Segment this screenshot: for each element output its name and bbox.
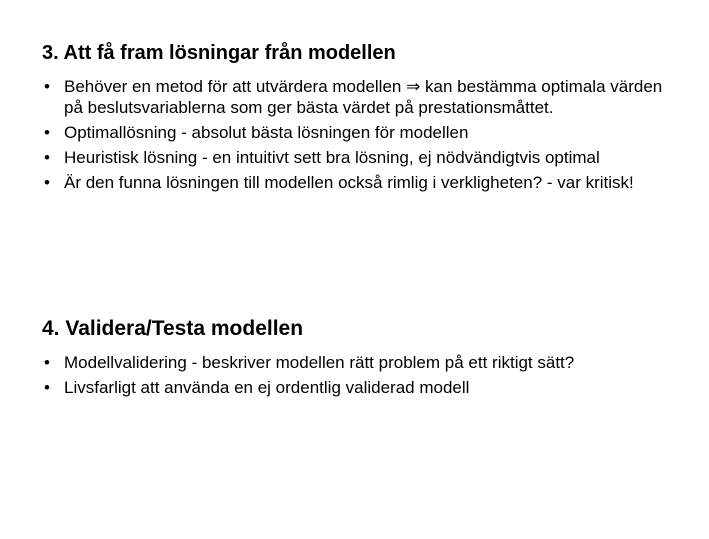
bullet-glyph: •	[44, 173, 50, 192]
bullet-item	[42, 147, 682, 168]
bullet-item	[42, 122, 682, 143]
bullet-text: Livsfarligt att använda en ej ordentlig validerad modell	[64, 378, 470, 397]
bullet-list	[42, 76, 682, 193]
section-heading: 3. Att få fram lösningar från modellen	[42, 42, 396, 64]
section-solutions	[42, 40, 682, 197]
bullet-item	[42, 172, 682, 193]
bullet-item	[42, 377, 682, 398]
bullet-text: Modellvalidering - beskriver modellen rätt problem på ett riktigt sätt?	[64, 353, 575, 372]
bullet-list	[42, 352, 682, 398]
bullet-glyph: •	[44, 148, 50, 167]
bullet-glyph: •	[44, 77, 50, 96]
bullet-item	[42, 76, 682, 118]
bullet-text: Är den funna lösningen till modellen också rimlig i verkligheten? - var kritisk!	[64, 173, 634, 192]
bullet-text: Optimallösning - absolut bästa lösningen för modellen	[64, 123, 469, 142]
bullet-text: Behöver en metod för att utvärdera modellen ⇒ kan bestämma optimala värden på beslutsvariablerna som ger bästa värdet på prestationsmåttet.	[64, 77, 663, 117]
bullet-glyph: •	[44, 353, 50, 372]
bullet-text: Heuristisk lösning - en intuitivt sett bra lösning, ej nödvändigtvis optimal	[64, 148, 600, 167]
section-validation	[42, 316, 682, 402]
bullet-glyph: •	[44, 378, 50, 397]
bullet-item	[42, 352, 682, 373]
section-heading: 4. Validera/Testa modellen	[42, 317, 304, 340]
bullet-glyph: •	[44, 123, 50, 142]
